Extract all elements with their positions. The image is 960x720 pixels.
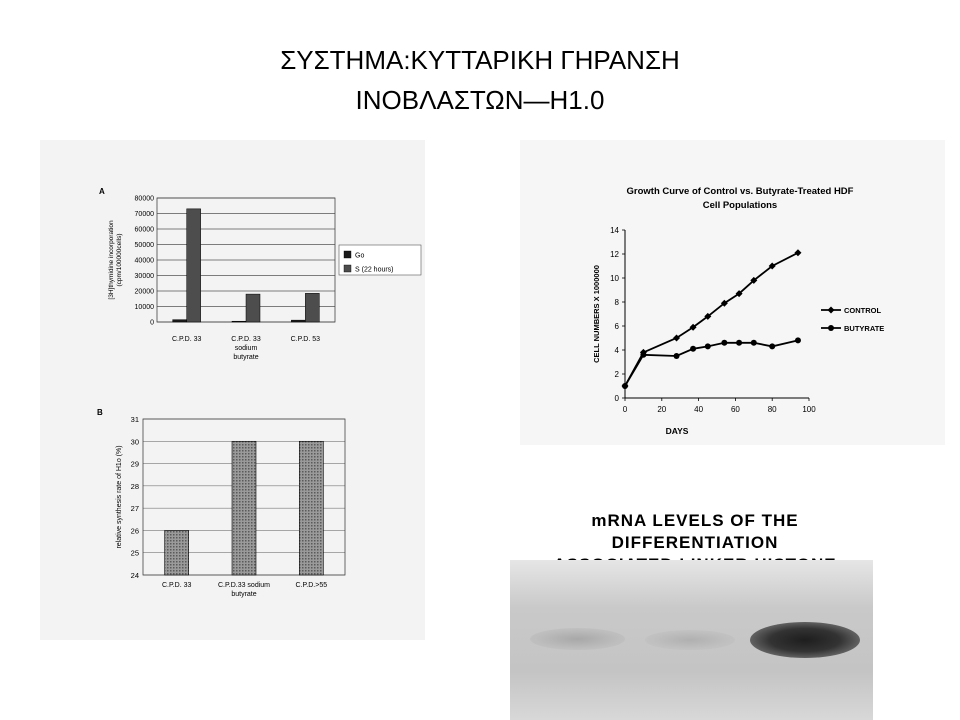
bar-go xyxy=(232,321,246,322)
y-tick-label: 40000 xyxy=(134,257,154,265)
y-tick-label: 29 xyxy=(130,459,139,469)
northern-blot-image xyxy=(510,560,873,720)
legend-label: Go xyxy=(355,252,365,260)
y-tick-label: 27 xyxy=(130,504,139,514)
legend-label: BUTYRATE xyxy=(844,324,885,333)
slide-title xyxy=(180,40,780,120)
y-tick-label: 2 xyxy=(614,370,619,379)
data-point-butyrate xyxy=(769,343,775,349)
y-axis-label: relative synthesis rate of H1o (%) xyxy=(116,445,123,549)
bar-s-22-hours- xyxy=(187,209,201,322)
panel-label: B xyxy=(97,408,103,417)
bar-go xyxy=(173,320,187,322)
legend-marker xyxy=(828,325,834,331)
data-point-butyrate xyxy=(622,383,628,389)
legend-swatch xyxy=(344,251,351,258)
y-tick-label: 80000 xyxy=(134,195,154,203)
y-tick-label: 28 xyxy=(130,481,139,491)
x-tick-label: 20 xyxy=(657,405,667,414)
y-axis-label xyxy=(108,220,123,300)
x-tick-label: 40 xyxy=(694,405,704,414)
y-tick-label: 30000 xyxy=(134,273,154,280)
data-point-butyrate xyxy=(674,353,680,359)
y-tick-label: 8 xyxy=(614,298,619,307)
legend-marker xyxy=(828,307,835,314)
x-tick-label: 100 xyxy=(802,405,816,414)
data-point-butyrate xyxy=(795,337,801,343)
data-point-butyrate xyxy=(705,343,711,349)
y-tick-label: 30 xyxy=(130,437,139,447)
series-line-control xyxy=(625,253,798,386)
panel-label: A xyxy=(99,187,105,196)
y-axis-label: CELL NUMBERS X 1000000 xyxy=(592,265,601,363)
y-tick-label: 25 xyxy=(130,548,139,558)
bar-go xyxy=(291,320,305,322)
x-tick-label: 80 xyxy=(767,405,777,414)
x-tick-label: sodium xyxy=(234,345,258,352)
y-tick-label: 12 xyxy=(610,250,619,259)
data-point-control xyxy=(794,249,801,256)
bar-s-22-hours- xyxy=(305,293,319,322)
blot-band-faint-2 xyxy=(645,630,735,650)
y-tick-label: 60000 xyxy=(134,226,154,234)
bar-s-22-hours- xyxy=(246,294,260,322)
y-tick-label: 24 xyxy=(130,571,139,580)
legend-label: S (22 hours) xyxy=(355,266,394,274)
y-axis-label-line: [3H]thymidine incorporation xyxy=(108,220,115,300)
blot-band-faint-1 xyxy=(530,628,625,650)
y-tick-label: 6 xyxy=(614,322,619,331)
y-tick-label: 0 xyxy=(150,319,154,327)
data-point-butyrate xyxy=(640,352,646,358)
bar xyxy=(165,530,189,575)
blot-band-strong xyxy=(750,622,860,658)
x-tick-label: butyrate xyxy=(231,591,257,598)
y-tick-label: 26 xyxy=(130,526,139,536)
x-tick-label: 0 xyxy=(622,405,628,414)
y-tick-label: 31 xyxy=(130,415,139,424)
data-point-butyrate xyxy=(736,340,742,346)
x-tick-label: C.P.D.33 sodium xyxy=(217,582,271,589)
slide-title-line-2: ΙΝΟΒΛΑΣΤΩΝ—Η1.0 xyxy=(355,85,605,115)
slide-title-line-1: ΣΥΣΤΗΜΑ:ΚΥΤΤΑΡΙΚΗ ΓΗΡΑΝΣΗ xyxy=(280,45,680,75)
x-axis-label: DAYS xyxy=(665,426,689,436)
y-tick-label: 14 xyxy=(610,226,619,235)
mrna-title-line: DIFFERENTIATION xyxy=(611,533,779,552)
y-tick-label: 10 xyxy=(610,274,619,283)
mrna-title-line: mRNA LEVELS OF THE xyxy=(591,511,799,530)
x-tick-label: 60 xyxy=(730,405,740,414)
x-tick-label: C.P.D. 33 xyxy=(171,336,202,343)
data-point-butyrate xyxy=(721,340,727,346)
x-tick-label: C.P.D.>55 xyxy=(295,582,328,589)
x-tick-label: C.P.D. 33 xyxy=(231,336,261,343)
y-axis-label-line: (cpm/100000cells) xyxy=(116,233,123,287)
y-tick-label: 10000 xyxy=(134,304,154,311)
data-point-butyrate xyxy=(690,346,696,352)
chart-a-thymidine xyxy=(95,180,430,380)
bar xyxy=(299,441,323,575)
bar xyxy=(232,441,256,575)
chart-title: Cell Populations xyxy=(702,200,778,211)
legend-swatch xyxy=(344,265,351,272)
chart-title: Growth Curve of Control vs. Butyrate-Treated HDF xyxy=(626,186,854,197)
y-tick-label: 4 xyxy=(614,346,619,355)
x-tick-label: butyrate xyxy=(233,354,259,361)
chart-growth-curve xyxy=(585,180,915,445)
y-tick-label: 70000 xyxy=(134,211,154,218)
y-tick-label: 0 xyxy=(614,394,619,403)
chart-b-h1o-synthesis xyxy=(95,405,360,605)
x-tick-label: C.P.D. 53 xyxy=(290,336,321,343)
x-tick-label: C.P.D. 33 xyxy=(161,582,192,589)
data-point-butyrate xyxy=(751,340,757,346)
y-tick-label: 20000 xyxy=(134,288,154,296)
y-tick-label: 50000 xyxy=(134,242,154,249)
legend-label: CONTROL xyxy=(844,306,882,315)
